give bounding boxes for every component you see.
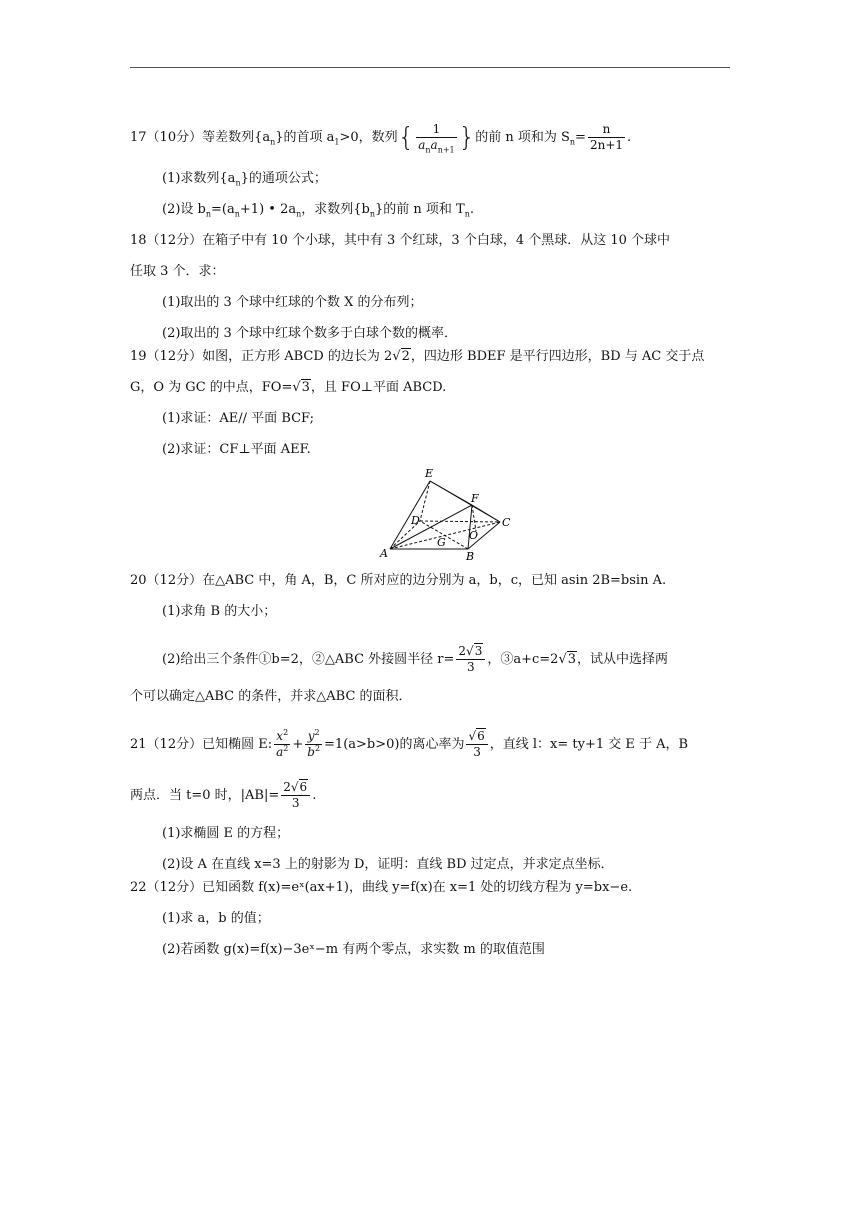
fig-label-b: B <box>466 550 475 561</box>
q22-part1: (1)求 a，b 的值； <box>162 911 270 926</box>
q18-part1: (1)取出的 3 个球中红球的个数 X 的分布列； <box>162 295 423 310</box>
q17-part1: (1)求数列$\{a_n\}$的通项公式； <box>162 171 327 188</box>
fig-label-o: O <box>469 529 479 542</box>
q18-stem-line1: 18（12分）在箱子中有 10 个小球，其中有 3 个红球，3 个白球，4 个黑球．从这 10 个球中 <box>130 233 671 248</box>
fig-label-a: A <box>380 547 388 560</box>
q20-stem: 20（12分）在△ABC 中，角 A，B，C 所对应的边分别为 a，b，c，已知 asin 2B=bsin A. <box>130 573 667 588</box>
q17-sn-fraction: $\frac{n}{2n+1}$ <box>589 122 624 152</box>
q17-part2: (2)设 $b_n=(a_n+1)$ • $2a_n$，求数列$\{b_n\}$的前 n 项和 $T_n$. <box>162 202 475 219</box>
q17-seq-fraction: $\frac{1}{a_na_{n+1}}$ <box>418 122 455 155</box>
geometry-figure <box>376 465 520 561</box>
q19-part2: (2)求证：CF⊥平面 AEF. <box>162 442 311 457</box>
q18-stem-line2: 任取 3 个．求： <box>130 264 225 279</box>
q20-part2: (2)给出三个条件①b=2，②△ABC 外接圆半径 r= $\frac{2√3}{3}$ ，③a+c=2√3，试从中选择两 <box>162 644 669 674</box>
fig-label-g: G <box>437 536 446 549</box>
q20-part1: (1)求角 B 的大小； <box>162 604 277 619</box>
q17-stem: 17（10分）等差数列$\{a_n\}$的首项 $a_1>0$，数列{ $\frac{1}{a_na_{n+1}}$ }的前 n 项和为 $S_n=$ $\frac{n}{2n+1}$ . <box>130 122 632 155</box>
fig-label-f: F <box>471 492 479 505</box>
q21-stem-line1: 21（12分）已知椭圆 E: $\frac{x^2}{a^2}$ + $\frac{y^2}{b^2}$ =1(a>b>0)的离心率为 $\frac{√6}{3}$ ，直线 l：x= ty+1 交 E 于 A，B <box>130 728 689 759</box>
q18-part2: (2)取出的 3 个球中红球个数多于白球个数的概率． <box>162 326 457 341</box>
q19-part1: (1)求证：AE// 平面 BCF; <box>162 411 314 426</box>
fig-label-e: E <box>425 467 434 480</box>
q19-stem-line2: G，O 为 GC 的中点，FO=√3，且 FO⊥平面 ABCD. <box>130 380 447 395</box>
fig-label-d: D <box>411 514 420 527</box>
q22-part2: (2)若函数 g(x)=f(x)−3eˣ−m 有两个零点，求实数 m 的取值范围 <box>162 942 545 957</box>
q21-part2: (2)设 A 在直线 x=3 上的射影为 D，证明：直线 BD 过定点，并求定点坐标． <box>162 857 614 872</box>
q21-stem-line2: 两点．当 t=0 时，|AB|= $\frac{2√6}{3}$ . <box>130 780 317 810</box>
q22-stem: 22（12分）已知函数 f(x)=eˣ(ax+1)，曲线 y=f(x)在 x=1 处的切线方程为 y=bx−e. <box>130 880 633 895</box>
q19-stem-line1: 19（12分）如图，正方形 ABCD 的边长为 2√2，四边形 BDEF 是平行四边形，BD 与 AC 交于点 <box>130 349 705 364</box>
header-rule <box>130 67 730 68</box>
fig-label-c: C <box>502 516 511 529</box>
q21-part1: (1)求椭圆 E 的方程； <box>162 826 290 841</box>
q20-part2-cont: 个可以确定△ABC 的条件，并求△ABC 的面积． <box>130 689 412 704</box>
